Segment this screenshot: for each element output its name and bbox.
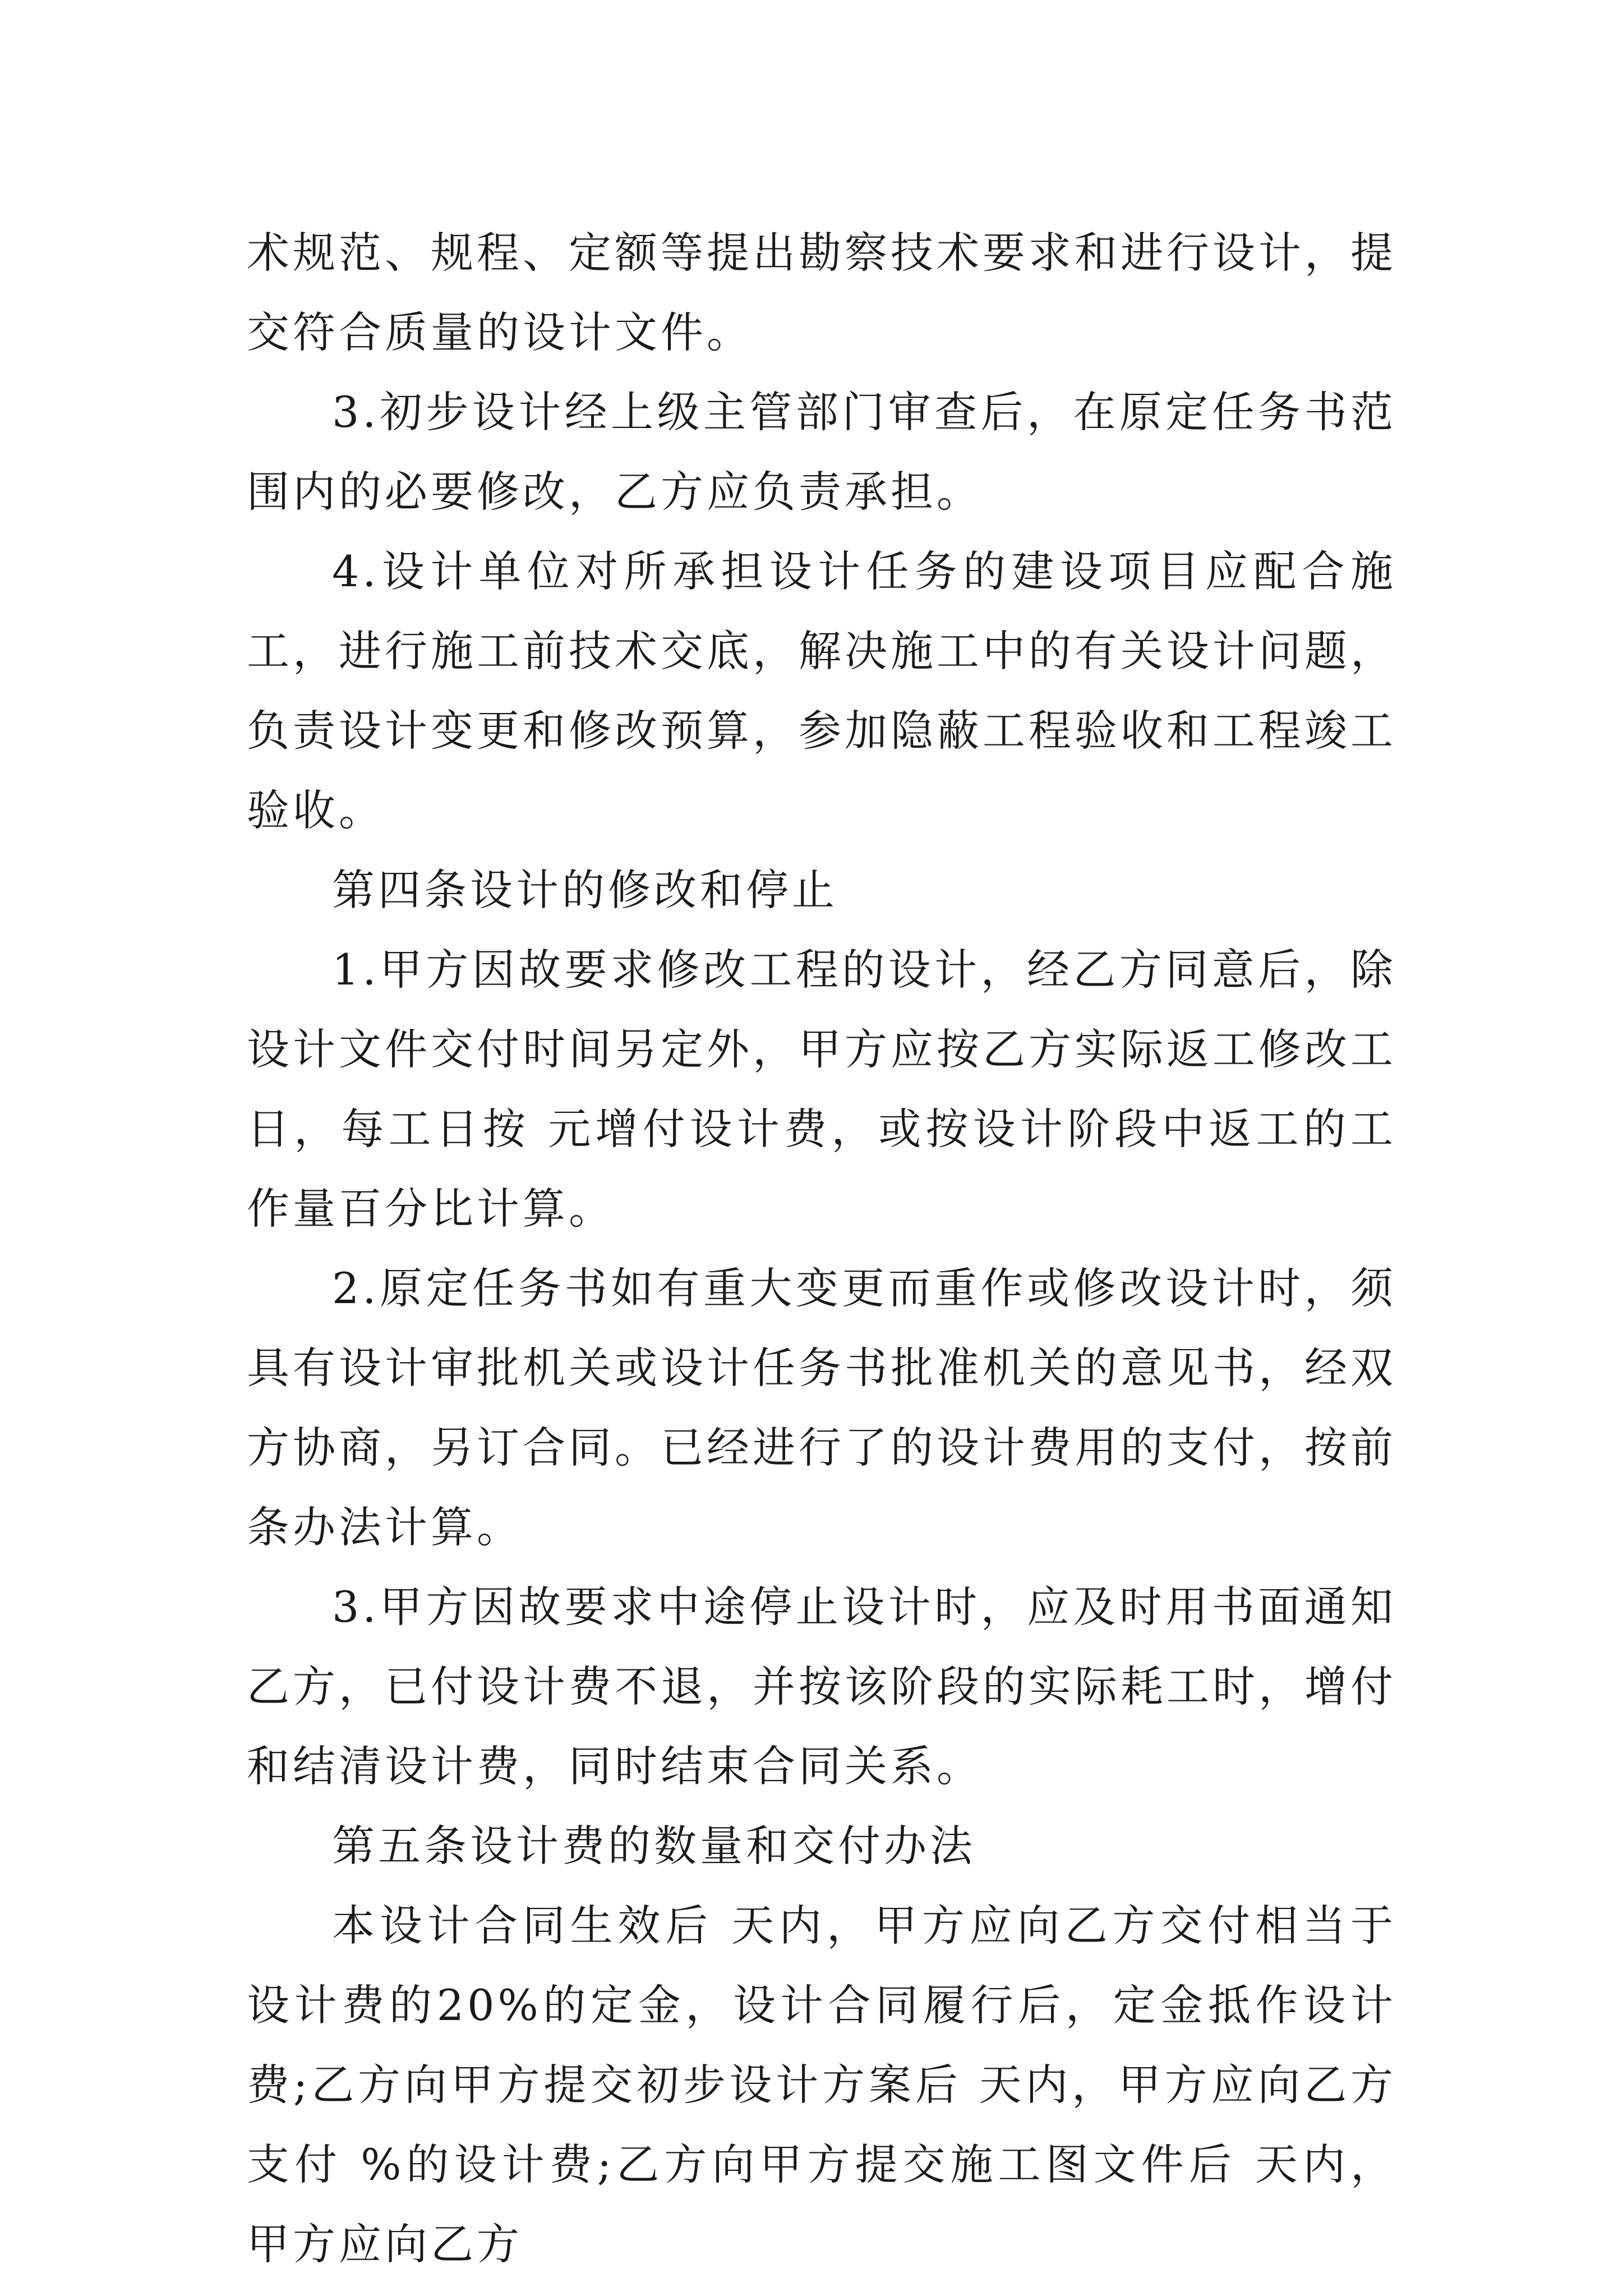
article-5-heading: 第五条设计费的数量和交付办法 bbox=[332, 1821, 976, 1871]
paragraph-continuation: 术规范、规程、定额等提出勘察技术要求和进行设计，提交符合质量的设计文件。 bbox=[247, 228, 1396, 357]
paragraph-article-4-clause-3: 3.甲方因故要求中途停止设计时，应及时用书面通知乙方，已付设计费不退，并按该阶段的实际耗工时，增付和结清设计费，同时结束合同关系。 bbox=[247, 1582, 1396, 1791]
paragraph-clause-3-preliminary-design: 3.初步设计经上级主管部门审查后，在原定任务书范围内的必要修改，乙方应负责承担。 bbox=[247, 387, 1396, 517]
paragraph-article-4-clause-1: 1.甲方因故要求修改工程的设计，经乙方同意后，除设计文件交付时间另定外，甲方应按乙方实际返工修改工日，每工日按 元增付设计费，或按设计阶段中返工的工作量百分比计算。 bbox=[247, 945, 1396, 1234]
article-4-heading: 第四条设计的修改和停止 bbox=[332, 865, 838, 915]
document-body bbox=[247, 213, 1396, 2284]
paragraph-clause-4-construction-cooperation: 4.设计单位对所承担设计任务的建设项目应配合施工，进行施工前技术交底，解决施工中的有关设计问题，负责设计变更和修改预算，参加隐蔽工程验收和工程竣工验收。 bbox=[247, 546, 1396, 835]
paragraph-article-4-clause-2: 2.原定任务书如有重大变更而重作或修改设计时，须具有设计审批机关或设计任务书批准机关的意见书，经双方协商，另订合同。已经进行了的设计费用的支付，按前条办法计算。 bbox=[247, 1263, 1396, 1552]
paragraph-article-5-body: 本设计合同生效后 天内，甲方应向乙方交付相当于设计费的20%的定金，设计合同履行后，定金抵作设计费;乙方向甲方提交初步设计方案后 天内，甲方应向乙方支付 %的设计费;乙方向甲方提交施工图文件后 天内，甲方应向乙方 bbox=[247, 1901, 1396, 2269]
